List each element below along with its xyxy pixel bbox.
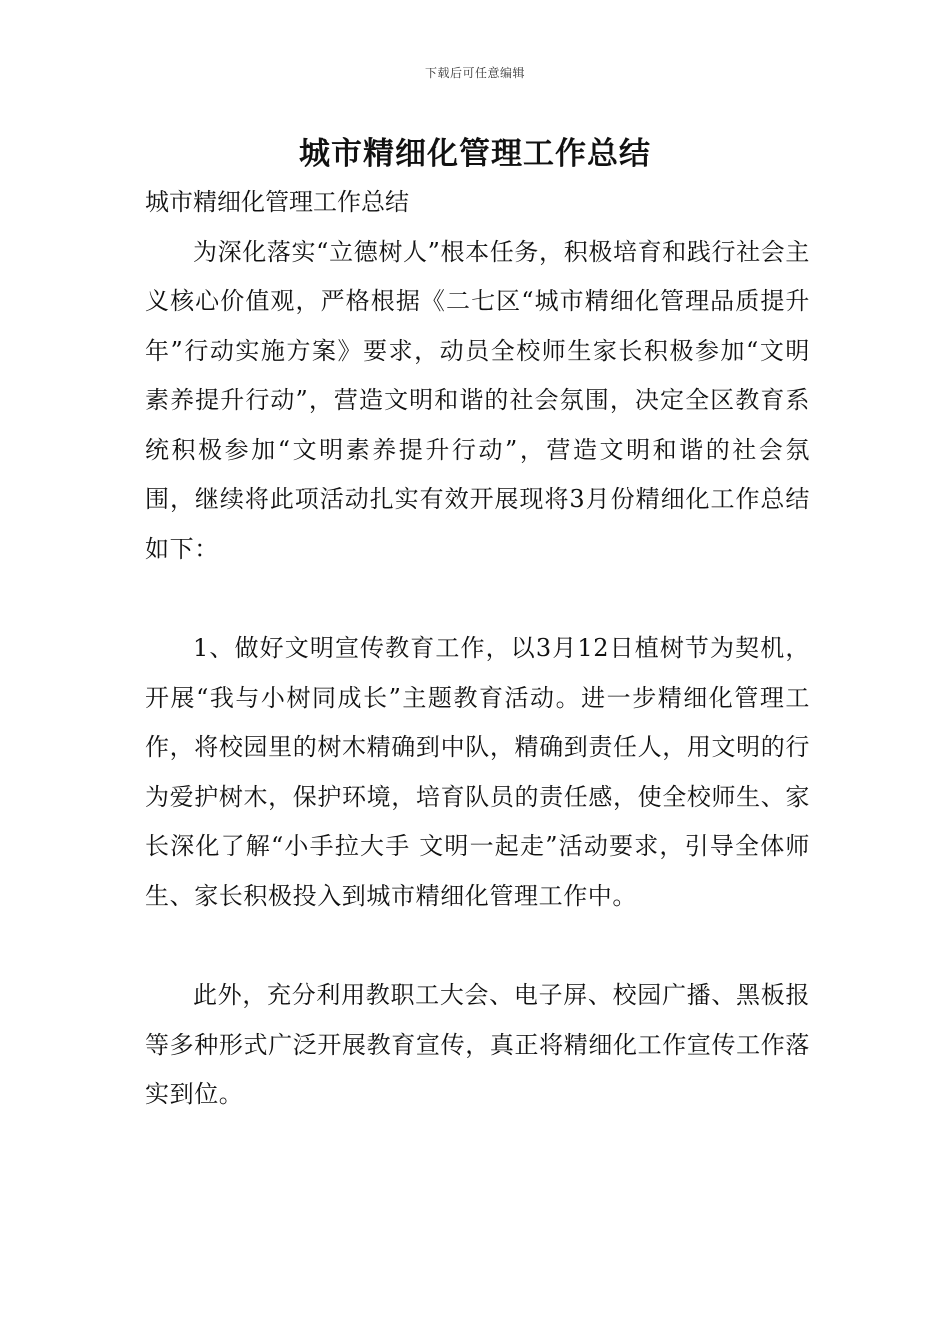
document-subtitle: 城市精细化管理工作总结 [145,188,409,216]
paragraph-spacer [145,921,810,971]
paragraph-additional: 此外，充分利用教职工大会、电子屏、校园广播、黑板报等多种形式广泛开展教育宣传，真正将精细化工作宣传工作落实到位。 [145,981,810,1108]
document-title: 城市精细化管理工作总结 [299,136,651,172]
document-body [145,178,810,1120]
header-note: 下载后可任意编辑 [424,66,525,80]
paragraph-item-1: 1、做好文明宣传教育工作，以3月12日植树节为契机，开展“我与小树同成长”主题教育活动。进一步精细化管理工作，将校园里的树木精确到中队，精确到责任人，用文明的行为爱护树木，保护环境，培育队员的责任感，使全校师生、家长深化了解“小手拉大手 文明一起走”活动要求，引导全体师生、家长积极投入到城市精细化管理工作中。 [145,634,810,910]
paragraph-spacer [145,574,810,624]
paragraph-intro: 为深化落实“立德树人”根本任务，积极培育和践行社会主义核心价值观，严格根据《二七区“城市精细化管理品质提升年”行动实施方案》要求，动员全校师生家长积极参加“文明素养提升行动”，营造文明和谐的社会氛围，决定全区教育系统积极参加“文明素养提升行动”，营造文明和谐的社会氛围，继续将此项活动扎实有效开展现将3月份精细化工作总结如下： [145,237,810,563]
